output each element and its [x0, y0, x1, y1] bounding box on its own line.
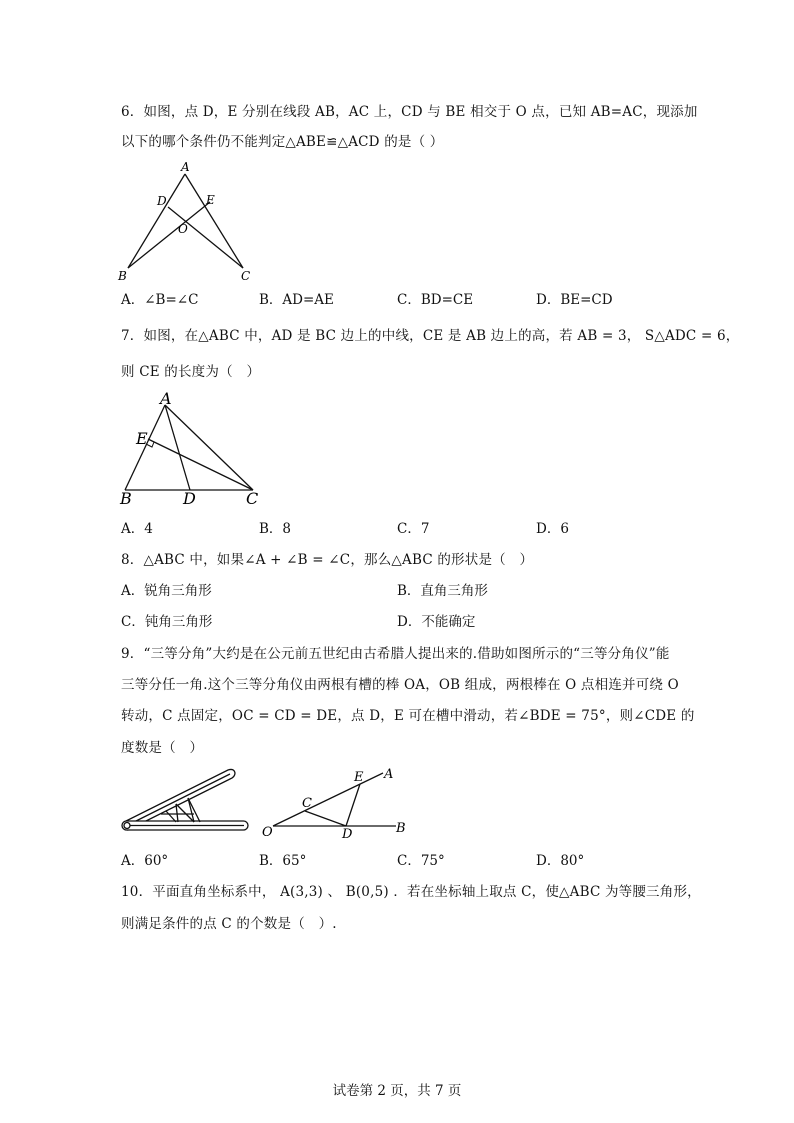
- q9-label-a: A: [384, 767, 394, 782]
- q8-option-a: A．锐角三角形: [121, 583, 212, 599]
- q7-figure: [112, 388, 272, 510]
- q7-label-e: E: [136, 429, 148, 448]
- q9-label-c: C: [302, 796, 312, 811]
- q6-label-a: A: [181, 160, 190, 174]
- q8-option-b: B．直角三角形: [397, 583, 488, 599]
- q9-line2: 三等分任一角.这个三等分角仪由两根有槽的棒 OA，OB 组成，两根棒在 O 点相连并可绕 O: [121, 677, 679, 693]
- q10-line1: 10．平面直角坐标系中， A(3,3) 、 B(0,5) ．若在坐标轴上取点 C，使△ABC 为等腰三角形，: [121, 884, 701, 900]
- q7-option-d: D．6: [536, 521, 569, 537]
- q8-option-c: C．钝角三角形: [121, 614, 213, 630]
- q6-option-a: A．∠B=∠C: [121, 292, 199, 308]
- q6-line1: 6．如图，点 D，E 分别在线段 AB，AC 上，CD 与 BE 相交于 O 点，已知 AB=AC，现添加: [121, 104, 698, 120]
- q8-option-d: D．不能确定: [397, 614, 476, 630]
- q8-line1: 8．△ABC 中，如果∠A + ∠B = ∠C，那么△ABC 的形状是（ ）: [121, 552, 534, 568]
- q6-label-e: E: [206, 193, 215, 207]
- q7-label-b: B: [120, 489, 132, 508]
- q6-line2: 以下的哪个条件仍不能判定△ABE≌△ACD 的是（ ）: [121, 134, 444, 150]
- q7-label-a: A: [160, 389, 172, 408]
- q9-option-d: D．80°: [536, 853, 585, 869]
- q9-figure: [256, 764, 416, 844]
- q7-option-c: C．7: [397, 521, 430, 537]
- q7-label-d: D: [183, 489, 196, 508]
- q9-option-b: B．65°: [259, 853, 307, 869]
- q9-label-b: B: [396, 821, 406, 836]
- trisector-drawing: [116, 764, 256, 840]
- q6-option-b: B．AD=AE: [259, 292, 334, 308]
- q6-label-c: C: [241, 269, 251, 283]
- page-footer: 试卷第 2 页，共 7 页: [332, 1083, 462, 1099]
- q6-option-c: C．BD=CE: [397, 292, 474, 308]
- q9-label-d: D: [342, 827, 353, 842]
- q6-label-d: D: [157, 194, 167, 208]
- q6-label-o: O: [178, 222, 188, 236]
- q7-option-a: A．4: [121, 521, 153, 537]
- q7-option-b: B．8: [259, 521, 292, 537]
- q9-line3: 转动，C 点固定，OC = CD = DE，点 D，E 可在槽中滑动，若∠BDE = 75°，则∠CDE 的: [121, 708, 695, 724]
- q7-line2: 则 CE 的长度为（ ）: [121, 364, 261, 380]
- q6-label-b: B: [118, 269, 127, 283]
- q7-line1: 7．如图，在△ABC 中，AD 是 BC 边上的中线，CE 是 AB 边上的高，若 AB = 3， S△ADC = 6，: [121, 328, 740, 344]
- q9-label-e: E: [354, 770, 364, 785]
- q7-label-c: C: [246, 489, 259, 508]
- q9-option-a: A．60°: [121, 853, 169, 869]
- q6-option-d: D．BE=CD: [536, 292, 613, 308]
- q9-label-o: O: [262, 825, 273, 840]
- q6-figure: [112, 160, 262, 285]
- q10-line2: 则满足条件的点 C 的个数是（ ）.: [121, 916, 337, 932]
- q9-option-c: C．75°: [397, 853, 445, 869]
- q9-line1: 9．“三等分角”大约是在公元前五世纪由古希腊人提出来的.借助如图所示的“三等分角仪”能: [121, 646, 670, 662]
- q9-line4: 度数是（ ）: [121, 740, 204, 756]
